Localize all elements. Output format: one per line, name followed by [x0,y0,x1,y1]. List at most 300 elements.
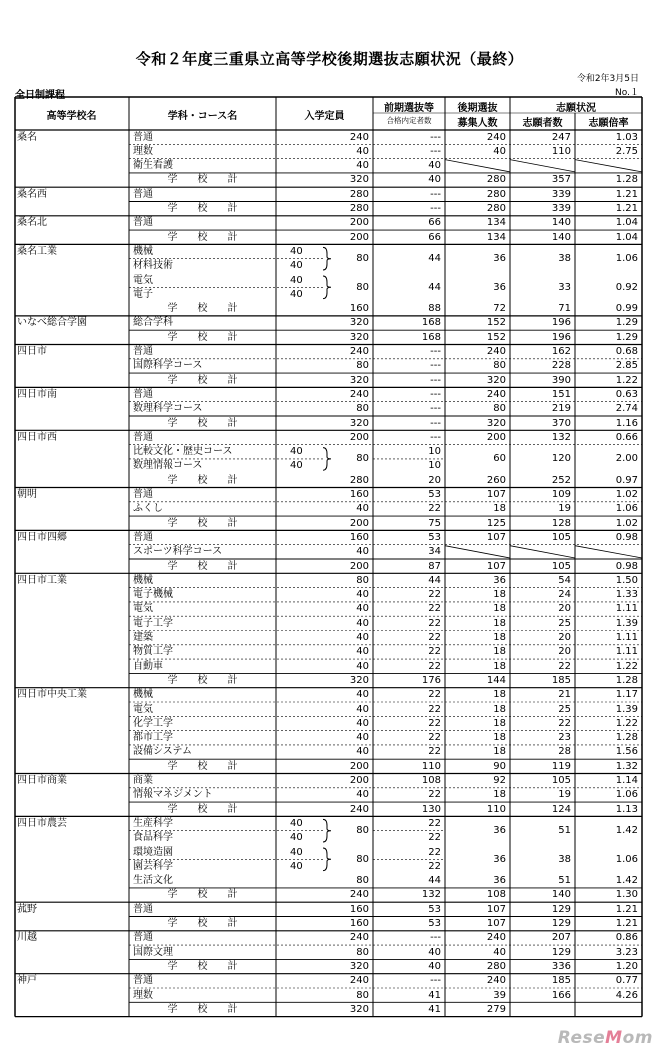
capacity: 40 [356,717,369,729]
early-admit-count: 168 [421,317,441,329]
applicant-count: 19 [558,789,571,801]
school-name: 桑名西 [17,188,47,200]
sub-capacity: 40 [290,274,303,286]
capacity: 80 [356,574,369,586]
school-total-label: 学 校 計 [167,474,238,486]
early-admit-count: 88 [428,303,441,315]
applicant-count: 24 [558,589,571,601]
applicant-count: 20 [558,646,571,658]
dept-name: 建築 [133,632,153,643]
dept-name: 電子機械 [133,589,173,601]
capacity: 200 [349,775,369,786]
applicant-count: 140 [551,217,571,229]
recruit-count: 107 [486,918,506,929]
header-early-bottom: 合格内定者数 [386,116,432,125]
application-ratio: 1.03 [615,131,638,143]
recruit-count: 107 [486,560,506,572]
application-ratio: 1.04 [615,231,638,243]
capacity: 40 [356,632,369,643]
application-ratio: 1.39 [615,703,638,715]
application-ratio: 1.21 [615,903,638,915]
early-admit-count: 22 [428,703,441,715]
header-capacity: 入学定員 [304,111,345,122]
applicant-count: 120 [551,453,571,465]
report-date: 令和2年3月5日 [576,74,639,84]
capacity: 280 [349,188,369,200]
course-type-label: 全日制課程 [15,90,65,101]
applicant-count: 21 [558,689,571,701]
capacity: 40 [356,660,369,672]
dept-name: 電気 [133,274,153,286]
recruit-count: 107 [486,531,506,543]
recruit-count: 18 [493,646,506,658]
application-ratio: 1.06 [615,253,638,265]
capacity: 320 [349,317,369,329]
early-admit-count: --- [430,403,441,415]
not-applicable-slash [445,546,510,558]
school-total-label: 学 校 計 [167,803,238,815]
capacity: 80 [356,946,369,958]
dept-name: 理数 [133,145,153,157]
dept-name: 衛生看護 [133,160,173,172]
early-admit-count: 176 [421,674,441,686]
early-admit-count: --- [430,203,441,214]
school-name: 四日市 [17,346,47,357]
school-total-label: 学 校 計 [167,960,238,972]
recruit-count: 36 [493,853,506,865]
application-ratio: 1.33 [615,589,638,601]
applicant-count: 207 [551,932,571,944]
recruit-count: 36 [493,281,506,293]
dept-name: 園芸科学 [133,860,173,872]
dept-name: 生活文化 [133,875,173,887]
application-ratio: 1.02 [615,489,638,500]
application-ratio: 4.26 [615,989,638,1001]
application-ratio: 1.22 [615,374,638,386]
dept-name: 食品科学 [133,832,173,844]
school-total-label: 学 校 計 [167,174,238,186]
dept-name: 普通 [133,188,153,200]
sub-capacity: 40 [290,260,303,272]
school-name: いなべ総合学園 [17,317,87,329]
recruit-count: 18 [493,660,506,672]
school-name: 川越 [17,932,37,944]
capacity: 320 [349,417,369,429]
application-ratio: 1.14 [615,775,638,786]
applicant-count: 119 [551,760,571,772]
dept-name: 国際科学コース [133,360,203,372]
capacity: 160 [349,903,369,915]
capacity: 40 [356,746,369,758]
dept-name: 材料技術 [133,260,173,272]
recruit-count: 152 [486,317,506,329]
applicant-count: 129 [551,918,571,929]
capacity: 40 [356,789,369,801]
early-admit-count: 44 [428,253,441,265]
dept-name: 国際文理 [133,946,173,958]
early-admit-count: 22 [428,746,441,758]
application-ratio: 1.39 [615,617,638,629]
early-admit-count: 10 [428,446,441,458]
dept-name: ふくし [133,503,163,515]
dept-name: 数理情報コース [133,460,203,472]
early-admit-count: 20 [428,474,441,486]
recruit-count: 36 [493,825,506,837]
applicant-count: 38 [558,853,571,865]
capacity: 80 [356,253,369,265]
dept-name: 普通 [133,388,153,400]
application-ratio: 1.29 [615,317,638,329]
dept-name: 環境造園 [133,846,173,858]
early-admit-count: 22 [428,632,441,643]
school-name: 四日市西 [17,431,57,443]
applicant-count: 128 [551,517,571,529]
application-ratio: 0.63 [615,388,638,400]
application-ratio: 3.23 [615,946,638,958]
applicant-count: 25 [558,703,571,715]
application-ratio: 1.11 [615,646,638,658]
early-admit-count: 22 [428,846,441,858]
early-admit-count: 168 [421,331,441,343]
capacity: 80 [356,453,369,465]
applicant-count: 110 [551,145,571,157]
applicant-count: 132 [551,431,571,443]
early-admit-count: 44 [428,875,441,887]
recruit-count: 92 [493,775,506,786]
applicant-count: 357 [551,174,571,186]
applicant-count: 54 [558,574,571,586]
sub-capacity: 40 [290,288,303,300]
school-name: 菰野 [17,903,37,915]
application-ratio: 0.77 [615,975,638,987]
recruit-count: 107 [486,489,506,500]
early-admit-count: 22 [428,503,441,515]
capacity: 240 [349,131,369,143]
capacity: 240 [349,889,369,901]
recruit-count: 18 [493,789,506,801]
early-admit-count: 75 [428,517,441,529]
dept-name: 普通 [133,346,153,357]
recruit-count: 18 [493,703,506,715]
early-admit-count: --- [430,417,441,429]
dept-name: 化学工学 [133,717,173,729]
header-late-bottom: 募集人数 [457,118,498,129]
dept-name: 電気 [133,603,153,615]
dept-name: 物質工学 [133,646,173,658]
capacity: 160 [349,918,369,929]
application-ratio: 1.29 [615,331,638,343]
applicant-count: 38 [558,253,571,265]
recruit-count: 152 [486,331,506,343]
page-title: 令和２年度三重県立高等学校後期選抜志願状況（最終） [135,50,524,68]
applicant-count: 370 [551,417,571,429]
early-admit-count: --- [430,388,441,400]
early-admit-count: 22 [428,617,441,629]
applicant-count: 105 [551,560,571,572]
application-ratio: 1.21 [615,203,638,214]
recruit-count: 240 [486,131,506,143]
dept-name: 生産科学 [133,817,173,829]
sub-capacity: 40 [290,860,303,872]
school-name: 桑名 [17,131,37,143]
dept-name: 都市工学 [133,732,173,744]
capacity: 40 [356,145,369,157]
application-ratio: 2.85 [615,360,638,372]
applicant-count: 20 [558,603,571,615]
early-admit-count: 110 [421,760,441,772]
early-admit-count: --- [430,431,441,443]
applicant-count: 247 [551,131,571,143]
school-total-label: 学 校 計 [167,674,238,686]
applicant-count: 105 [551,531,571,543]
early-admit-count: 53 [428,918,441,929]
application-ratio: 1.06 [615,853,638,865]
capacity: 80 [356,853,369,865]
recruit-count: 18 [493,732,506,744]
applicant-count: 105 [551,775,571,786]
page-number: No.１ [615,88,639,98]
application-ratio: 1.32 [615,760,638,772]
application-ratio: 1.17 [615,689,638,701]
dept-name: 機械 [133,574,153,586]
early-admit-count: 53 [428,489,441,500]
capacity: 80 [356,989,369,1001]
school-total-label: 学 校 計 [167,231,238,243]
recruit-count: 60 [493,453,506,465]
capacity: 200 [349,431,369,443]
school-name: 四日市中央工業 [17,689,87,701]
early-admit-count: 22 [428,817,441,829]
dept-name: 普通 [133,131,153,143]
early-admit-count: 40 [428,174,441,186]
recruit-count: 280 [486,203,506,214]
early-admit-count: --- [430,374,441,386]
application-ratio: 1.30 [615,889,638,901]
capacity: 200 [349,231,369,243]
capacity: 200 [349,760,369,772]
dept-name: 設備システム [133,746,192,758]
application-ratio: 1.16 [615,417,638,429]
capacity: 40 [356,503,369,515]
header-early-top: 前期選抜等 [384,103,434,114]
recruit-count: 80 [493,403,506,415]
dept-name: 数理科学コース [133,403,203,415]
watermark-logo: ReseMom [557,1028,653,1048]
capacity: 200 [349,217,369,229]
early-admit-count: 41 [428,989,441,1001]
recruit-count: 18 [493,689,506,701]
school-name: 桑名北 [17,217,47,229]
recruit-count: 134 [486,217,506,229]
early-admit-count: 66 [428,217,441,229]
recruit-count: 80 [493,360,506,372]
applicant-count: 166 [551,989,571,1001]
recruit-count: 279 [486,1003,506,1015]
capacity: 320 [349,174,369,186]
capacity: 240 [349,975,369,987]
application-ratio: 1.13 [615,803,638,815]
recruit-count: 18 [493,746,506,758]
school-total-label: 学 校 計 [167,303,238,315]
application-ratio: 0.68 [615,346,638,357]
recruit-count: 240 [486,346,506,357]
capacity: 40 [356,603,369,615]
applicant-count: 22 [558,660,571,672]
school-name: 四日市農芸 [17,817,67,829]
dept-name: 機械 [133,245,153,257]
recruit-count: 72 [493,303,506,315]
school-total-label: 学 校 計 [167,517,238,529]
application-ratio: 0.98 [615,531,638,543]
applicant-count: 23 [558,732,571,744]
early-admit-count: 53 [428,531,441,543]
applicant-count: 20 [558,632,571,643]
recruit-count: 36 [493,875,506,887]
early-admit-count: 66 [428,231,441,243]
applicant-count: 129 [551,903,571,915]
early-admit-count: --- [430,975,441,987]
application-ratio: 0.66 [615,431,638,443]
capacity: 40 [356,732,369,744]
application-ratio: 1.28 [615,174,638,186]
capacity: 80 [356,281,369,293]
capacity: 320 [349,374,369,386]
header-dept: 学科・コース名 [167,111,238,122]
early-admit-count: --- [430,188,441,200]
capacity: 80 [356,825,369,837]
not-applicable-slash [575,546,642,558]
applicant-count: 140 [551,889,571,901]
application-ratio: 0.92 [615,281,638,293]
applicant-count: 185 [551,975,571,987]
early-admit-count: 130 [421,803,441,815]
sub-capacity: 40 [290,832,303,844]
applicant-count: 185 [551,674,571,686]
applicant-count: 124 [551,803,571,815]
dept-name: 比較文化・歴史コース [133,446,233,458]
early-admit-count: 40 [428,946,441,958]
dept-name: 自動車 [133,660,163,672]
school-name: 四日市工業 [17,574,67,586]
capacity: 240 [349,932,369,944]
applicant-count: 252 [551,474,571,486]
applicant-count: 25 [558,617,571,629]
school-total-label: 学 校 計 [167,889,238,901]
sub-capacity: 40 [290,446,303,458]
application-ratio: 0.99 [615,303,638,315]
application-ratio: 1.02 [615,517,638,529]
recruit-count: 18 [493,717,506,729]
school-total-label: 学 校 計 [167,417,238,429]
sub-capacity: 40 [290,460,303,472]
capacity: 320 [349,331,369,343]
recruit-count: 260 [486,474,506,486]
early-admit-count: 40 [428,960,441,972]
early-admit-count: 22 [428,732,441,744]
dept-name: 普通 [133,217,153,229]
recruit-count: 240 [486,388,506,400]
school-total-label: 学 校 計 [167,374,238,386]
dept-name: 普通 [133,903,153,915]
capacity: 280 [349,474,369,486]
early-admit-count: 34 [428,546,441,558]
recruit-count: 18 [493,589,506,601]
application-ratio: 1.56 [615,746,638,758]
applicant-count: 129 [551,946,571,958]
capacity: 40 [356,689,369,701]
recruit-count: 240 [486,975,506,987]
not-applicable-slash [510,546,575,558]
dept-name: 普通 [133,531,153,543]
application-ratio: 1.21 [615,918,638,929]
dept-name: 普通 [133,975,153,987]
applicant-count: 33 [558,281,571,293]
school-name: 四日市商業 [17,775,67,786]
capacity: 160 [349,489,369,500]
dept-name: 電子工学 [133,617,173,629]
dept-name: 普通 [133,932,153,944]
capacity: 40 [356,703,369,715]
recruit-count: 200 [486,431,506,443]
applicant-count: 51 [558,825,571,837]
early-admit-count: 22 [428,832,441,844]
sub-capacity: 40 [290,817,303,829]
applicant-count: 109 [551,489,571,500]
dept-name: 機械 [133,689,153,701]
application-ratio: 0.97 [615,474,638,486]
applicant-count: 51 [558,875,571,887]
school-total-label: 学 校 計 [167,918,238,929]
applicant-count: 339 [551,188,571,200]
applicant-count: 140 [551,231,571,243]
header-status: 志願状況 [556,103,596,114]
school-name: 四日市南 [17,388,57,400]
applicant-count: 19 [558,503,571,515]
application-ratio: 2.74 [615,403,638,415]
early-admit-count: 108 [421,775,441,786]
applicant-count: 22 [558,717,571,729]
recruit-count: 280 [486,174,506,186]
dept-name: 総合学科 [133,317,173,329]
capacity: 40 [356,546,369,558]
capacity: 240 [349,803,369,815]
application-ratio: 1.06 [615,503,638,515]
capacity: 40 [356,617,369,629]
applicant-count: 219 [551,403,571,415]
recruit-count: 18 [493,617,506,629]
applicant-count: 390 [551,374,571,386]
application-ratio: 1.11 [615,603,638,615]
application-ratio: 1.20 [615,960,638,972]
applicant-count: 196 [551,331,571,343]
school-name: 四日市四郷 [17,531,67,543]
school-name: 桑名工業 [17,245,57,257]
school-name: 神戸 [17,975,37,987]
applicant-count: 28 [558,746,571,758]
capacity: 280 [349,203,369,214]
header-school: 高等学校名 [46,111,97,122]
capacity: 320 [349,674,369,686]
dept-name: 普通 [133,489,153,500]
application-ratio: 1.04 [615,217,638,229]
application-ratio: 1.11 [615,632,638,643]
dept-name: 商業 [133,775,153,786]
early-admit-count: --- [430,360,441,372]
capacity: 240 [349,346,369,357]
early-admit-count: 22 [428,603,441,615]
dept-name: 理数 [133,989,153,1001]
application-ratio: 1.42 [615,825,638,837]
